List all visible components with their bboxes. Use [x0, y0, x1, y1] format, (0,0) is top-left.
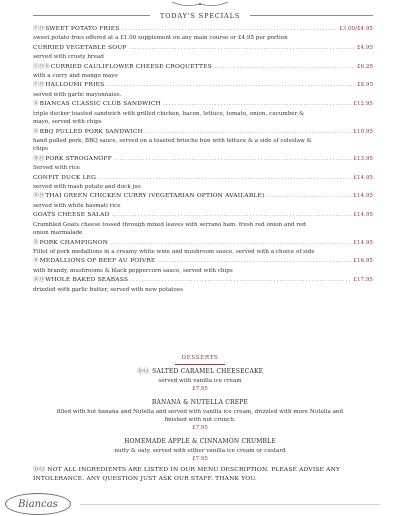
menu-item-description: mayo, served with chips: [33, 119, 102, 126]
menu-item-title: HALLOUMI FRIES: [45, 82, 105, 89]
menu-item-description: Fillet of pork medallions in a creamy white wine and mushroom sauce, served with a choice of side: [33, 248, 315, 255]
menu-item-row: [33, 239, 373, 248]
desserts-heading: DESSERTS: [181, 355, 219, 361]
dot-leader: [214, 63, 355, 72]
dot-leader: [157, 257, 351, 266]
dietary-tag-icon: ⒹⓄ: [33, 193, 45, 200]
menu-item-title: GOATS CHEESE SALAD: [33, 212, 110, 219]
menu-item-row: [33, 128, 373, 137]
menu-item-description: served with garlic mayonnaise.: [33, 91, 122, 98]
dessert-title: SALTED CARAMEL CHEESECAKE: [152, 368, 264, 375]
notice-line: INTOLERANCE. ANY QUESTION JUST ASK OUR STAFF. THANK YOU.: [33, 475, 257, 482]
menu-item-row: [33, 63, 373, 72]
menu-item: [33, 276, 373, 294]
menu-item-price: £17.95: [353, 277, 373, 284]
dietary-tag-icon: ⒹⓄ: [33, 277, 45, 284]
page-title: TODAY'S SPECIALS: [159, 12, 241, 20]
dietary-tag-icon: ⓋⓄⒹ: [33, 63, 50, 70]
notice-line: ⒹⓄ NOT ALL INGREDIENTS ARE LISTED IN OUR MENU DESCRIPTION. PLEASE ADVISE ANY: [33, 467, 341, 473]
dot-leader: [112, 211, 352, 220]
menu-item-name: [33, 211, 110, 220]
dietary-tag-icon: Ⓓ: [33, 101, 39, 108]
menu-item-description: Served with rice: [33, 165, 80, 172]
dessert-name: [20, 399, 380, 408]
footer-rule: [80, 504, 380, 505]
dessert-title: BANANA & NUTELLA CREPE: [151, 399, 249, 406]
menu-item-description: drizzled with garlic butter, served with new potatoes: [33, 286, 183, 293]
menu-item-row: [33, 192, 373, 201]
dessert-description: filled with hot banana and Nutella and served with vanilla ice cream, drizzled with more Nutella and: [56, 408, 344, 415]
dessert-name: [20, 438, 380, 447]
menu-item-title: CONFIT DUCK LEG: [33, 174, 97, 181]
menu-item-description: hand pulled pork, BBQ sauce, served on a toasted brioche bun with lettuce & a side of coleslaw &: [33, 137, 312, 144]
dietary-tag-icon: ⒹⓄ: [136, 368, 150, 375]
dot-leader: [106, 81, 355, 90]
menu-item-title: SWEET POTATO FRIES: [45, 26, 120, 32]
menu-item-row: [33, 155, 373, 164]
menu-item: [33, 128, 373, 155]
menu-item-name: [33, 155, 112, 164]
dot-leader: [130, 276, 351, 285]
dessert-description: nutty & oaty, served with either vanilla ice cream or custard: [114, 447, 286, 454]
menu-item-price: £10.95: [353, 128, 373, 135]
menu-item: [33, 25, 373, 43]
menu-item-price: £16.95: [353, 258, 373, 265]
menu-item-price: £12.95: [353, 101, 373, 108]
dietary-tag-icon: ⓋⓄ: [33, 82, 45, 89]
menu-item: [33, 63, 373, 81]
dessert-item: [20, 399, 380, 432]
menu-item-price: £6.25: [356, 63, 373, 70]
menu-item-title: THAI GREEN CHICKEN CURRY (VEGETARIAN OPTION AVAILABLE): [45, 193, 265, 200]
menu-item-name: [33, 25, 119, 34]
menu-item-row: [33, 81, 373, 90]
menu-item-title: WHOLE BAKED SEABASS: [45, 277, 129, 284]
dietary-tag-icon: ⓋⓄ: [33, 26, 45, 32]
allergen-notice: [33, 466, 373, 483]
menu-item: [33, 192, 373, 210]
menu-item-title: BIANCAS CLASSIC CLUB SANDWICH: [39, 101, 161, 108]
dietary-tag-icon: Ⓓ: [33, 239, 39, 246]
menu-item-row: [33, 276, 373, 285]
menu-item-name: [33, 128, 143, 137]
header-rule-right: [250, 15, 373, 16]
menu-item-row: [33, 257, 373, 266]
menu-item-description: sweet potato fries offered at a £1.00 supplement on any main course or £4.95 per portion: [33, 35, 288, 42]
logo-text: Biancas: [18, 498, 58, 510]
menu-item-row: [33, 211, 373, 220]
biancas-logo: [5, 493, 71, 515]
dot-leader: [266, 192, 351, 201]
menu-item-name: [33, 81, 104, 90]
menu-item-description: served with mash potato and duck jus: [33, 184, 141, 191]
menu-item-description: onion marmalade: [33, 230, 83, 237]
menu-item-price: £8.95: [356, 82, 373, 89]
dessert-price: £7.95: [192, 455, 208, 462]
menu-item: [33, 44, 373, 62]
menu-item-name: [33, 192, 264, 201]
menu-item-title: CURRIED VEGETABLE SOUP: [33, 44, 127, 51]
menu-item-title: CURRIED CAULIFLOWER CHEESE CROQUETTES: [50, 63, 212, 70]
menu-item-name: [33, 44, 127, 53]
menu-item-price: £14.95: [353, 212, 373, 219]
menu-item-description: chips: [33, 146, 48, 153]
dessert-description: served with vanilla ice cream: [158, 377, 242, 384]
menu-item-price: £14.95: [353, 239, 373, 246]
menu-item-row: [33, 174, 373, 183]
menu-item-description: with a curry and mango mayo: [33, 72, 118, 79]
menu-item-name: [33, 63, 212, 72]
dessert-item: [20, 368, 380, 393]
menu-item-row: [33, 100, 373, 109]
menu-item-row: [33, 25, 373, 34]
dietary-tag-icon: Ⓓ: [33, 258, 39, 265]
menu-item: [33, 174, 373, 192]
dessert-description: finished with nut crunch.: [164, 416, 236, 423]
menu-item-row: [33, 44, 373, 53]
menu-item: [33, 257, 373, 275]
dot-leader: [110, 239, 351, 248]
menu-item-price: £3.00/£4.95: [339, 26, 373, 32]
menu-item-name: [33, 100, 161, 109]
menu-item-name: [33, 239, 108, 248]
dietary-tag-icon: ⒹⓄ: [33, 155, 45, 162]
dot-leader: [145, 128, 351, 137]
menu-item-title: PORK CHAMPIGNON: [39, 239, 109, 246]
menu-item: [33, 239, 373, 257]
dot-leader: [121, 25, 337, 34]
menu-item-description: triple decker toasted sandwich with grilled chicken, bacon, lettuce, tomato, onion, cucumber &: [33, 110, 305, 117]
menu-item-name: [33, 174, 96, 183]
menu-item: [33, 100, 373, 127]
dot-leader: [129, 44, 355, 53]
dessert-price: £7.95: [192, 385, 208, 392]
menu-item-title: PORK STROGANOFF: [45, 155, 113, 162]
menu-item-description: Crumbled Goats cheese tossed through mixed leaves with serrano ham. fresh red onion and red: [33, 221, 306, 228]
dot-leader: [98, 174, 351, 183]
menu-item-price: £4.95: [356, 44, 373, 51]
menu-item-description: with brandy, mushrooms & black peppercorn sauce, served with chips: [33, 267, 233, 274]
menu-item-description: served with crusty bread: [33, 54, 104, 61]
menu-item-title: MEDALLIONS OF BEEF AU POIVRE: [39, 258, 156, 265]
menu-item-price: £14.95: [353, 193, 373, 200]
dessert-name: [20, 368, 380, 377]
dot-leader: [163, 100, 351, 109]
menu-item: [33, 81, 373, 99]
menu-item-name: [33, 276, 128, 285]
menu-item: [33, 155, 373, 173]
flourish-ornament-icon: [170, 0, 230, 8]
menu-item: [33, 211, 373, 238]
dessert-title: HOMEMADE APPLE & CINNAMON CRUMBLE: [124, 438, 276, 445]
dessert-item: [20, 438, 380, 463]
dessert-price: £7.95: [192, 424, 208, 431]
menu-item-price: £14.95: [353, 174, 373, 181]
menu-item-description: served with white basmati rice: [33, 202, 121, 209]
menu-item-title: BBQ PULLED PORK SANDWICH: [39, 128, 143, 135]
specials-list: [33, 25, 373, 295]
menu-item-name: [33, 257, 155, 266]
menu-item-price: £13.95: [353, 155, 373, 162]
desserts-rule: [175, 364, 225, 365]
dot-leader: [114, 155, 351, 164]
dietary-tag-icon: Ⓓ: [33, 128, 39, 135]
